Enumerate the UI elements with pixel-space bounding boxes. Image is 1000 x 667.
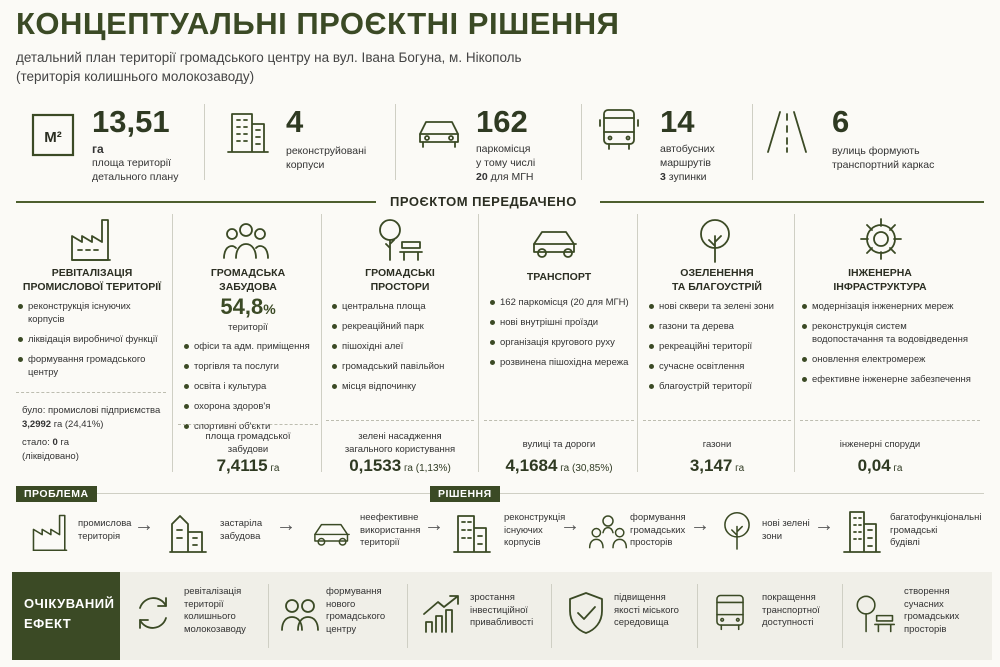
column-transport: [484, 214, 634, 474]
park-bench-icon: [374, 216, 424, 262]
list-item: рекреаційні території: [647, 340, 791, 353]
divider: [752, 104, 753, 180]
now-info: стало: 0 га (ліквідовано): [22, 437, 79, 462]
stat-streets-value: 6: [832, 104, 850, 139]
building-icon: [452, 510, 492, 554]
flow-step: реконструкція існуючих корпусів: [452, 510, 562, 556]
list-item: центральна площа: [330, 300, 474, 313]
arrow-icon: →: [814, 514, 834, 536]
divider: [268, 584, 269, 648]
list-item: благоустрій території: [647, 380, 791, 393]
divider: [204, 104, 205, 180]
dashed-divider: [484, 420, 634, 421]
stat-bus: [590, 104, 760, 184]
stat-bus-desc: автобусних маршрутів 3 зупинки: [660, 143, 715, 183]
list-item: модернізація інженерних мереж: [800, 300, 980, 313]
problem-tag: ПРОБЛЕМА: [16, 486, 97, 502]
effect-item: формування нового громадського центру: [278, 584, 408, 648]
column-public-spaces: [326, 214, 474, 474]
divider: [842, 584, 843, 648]
people-icon: [588, 512, 628, 552]
arrow-icon: →: [134, 514, 154, 536]
footer-label: газони: [702, 439, 732, 450]
flow-step: нові зелені зони: [718, 508, 818, 556]
list-item: організація кругового руху: [488, 336, 634, 349]
list-item: формування громадського центру: [16, 353, 168, 379]
problem-line: [16, 493, 984, 494]
list-item: ліквідація виробничої функції: [16, 333, 168, 346]
bullet-list: [16, 300, 168, 386]
list-item: розвинена пішохідна мережа: [488, 356, 634, 369]
column-title: ІНЖЕНЕРНА ІНФРАСТРУКТУРА: [833, 267, 927, 293]
flow-step: неефективне використання території: [310, 510, 430, 556]
solution-tag: РІШЕННЯ: [430, 486, 500, 502]
divider: [478, 214, 479, 472]
section-banner: ПРОЄКТОМ ПЕРЕДБАЧЕНО: [390, 194, 577, 209]
list-item: освіта і культура: [182, 380, 318, 393]
car-icon: [310, 514, 354, 552]
footer-label: інженерні споруди: [839, 439, 921, 450]
list-item: 162 паркомісця (20 для МГН): [488, 296, 634, 309]
effect-item: покращення транспортної доступності: [706, 584, 836, 648]
tree-icon: [693, 216, 737, 264]
column-title: ТРАНСПОРТ: [526, 271, 592, 283]
list-item: ефективне інженерне забезпечення: [800, 373, 980, 386]
shield-check-icon: [566, 590, 606, 636]
stat-area-unit: га: [92, 142, 104, 156]
list-item: нові внутрішні проїзди: [488, 316, 634, 329]
public-share-value: 54,8%: [220, 294, 276, 319]
dashed-divider: [800, 420, 980, 421]
stat-buildings-desc: реконструйовані корпуси: [286, 145, 367, 171]
list-item: громадський павільйон: [330, 360, 474, 373]
people-icon: [280, 596, 320, 632]
stat-buildings-value: 4: [286, 104, 304, 139]
list-item: рекреаційний парк: [330, 320, 474, 333]
stat-parking: [404, 104, 584, 184]
column-title: ГРОМАДСЬКА ЗАБУДОВА: [210, 267, 286, 293]
list-item: реконструкція існуючих корпусів: [16, 300, 168, 326]
stat-area-value: 13,51: [92, 104, 170, 139]
list-item: охорона здоров'я: [182, 400, 318, 413]
cycle-icon: [132, 592, 174, 634]
factory-icon: [68, 216, 114, 262]
stat-parking-desc: паркомісця у тому числі 20 для МГН: [476, 143, 536, 183]
banner-line-right: [600, 201, 984, 203]
factory-icon: [30, 512, 70, 552]
column-infrastructure: [800, 214, 986, 474]
m2-icon: [30, 112, 76, 158]
footer-value: 4,1684 га (30,85%): [505, 456, 613, 475]
divider: [637, 214, 638, 472]
effect-item: ревіталізація території колишнього молокозаводу: [132, 584, 272, 648]
effect-item: підвищення якості міського середовища: [562, 584, 692, 648]
stat-bus-value: 14: [660, 104, 695, 139]
list-item: місця відпочинку: [330, 380, 474, 393]
effect-label: ОЧІКУВАНИЙ ЕФЕКТ: [12, 572, 120, 660]
column-revitalization: [16, 214, 168, 474]
stat-parking-value: 162: [476, 104, 528, 139]
old-building-icon: [168, 510, 208, 554]
road-icon: [764, 108, 810, 154]
people-icon: [222, 218, 270, 262]
divider: [407, 584, 408, 648]
arrow-icon: →: [560, 514, 580, 536]
stat-streets-desc: вулиць формують транспортний каркас: [832, 145, 935, 171]
column-title: ОЗЕЛЕНЕННЯ ТА БЛАГОУСТРІЙ: [672, 267, 762, 293]
was-info: було: промислові підприємства 3,2992 га (24,41%): [22, 405, 161, 430]
dashed-divider: [643, 420, 791, 421]
stat-area: [16, 104, 196, 184]
stat-buildings: [212, 104, 392, 184]
car-icon: [528, 220, 582, 262]
column-title: РЕВІТАЛІЗАЦІЯ ПРОМИСЛОВОЇ ТЕРИТОРІЇ: [22, 267, 162, 293]
list-item: газони та дерева: [647, 320, 791, 333]
list-item: торгівля та послуги: [182, 360, 318, 373]
arrow-icon: →: [424, 514, 444, 536]
column-public-buildings: [178, 214, 318, 474]
footer-label: вулиці та дороги: [522, 439, 596, 450]
dashed-divider: [16, 392, 166, 393]
list-item: пішохідні алеї: [330, 340, 474, 353]
tree-icon: [718, 508, 756, 554]
column-greening: [643, 214, 791, 474]
gear-icon: [858, 216, 904, 262]
divider: [321, 214, 322, 472]
banner-line-left: [16, 201, 376, 203]
stat-area-desc: площа території детального плану: [92, 157, 179, 183]
bullet-list: [330, 300, 474, 400]
bus-icon: [596, 106, 642, 152]
arrow-icon: →: [276, 514, 296, 536]
flow-step: застаріла забудова: [168, 510, 278, 556]
page-title: КОНЦЕПТУАЛЬНІ ПРОЄКТНІ РІШЕННЯ: [16, 6, 620, 41]
city-icon: [842, 508, 882, 554]
list-item: спортивні об'єкти: [182, 420, 318, 433]
footer-label: зелені насадження загального користування: [344, 431, 456, 455]
growth-chart-icon: [420, 592, 462, 634]
divider: [794, 214, 795, 472]
bullet-list: [800, 300, 980, 393]
footer-label: площа громадської забудови: [205, 431, 291, 455]
bullet-list: [488, 296, 634, 376]
svg-text:М²: М²: [44, 129, 62, 146]
flow-step: багатофункціональні громадські будівлі: [842, 508, 992, 556]
building-icon: [224, 108, 270, 154]
divider: [551, 584, 552, 648]
dashed-divider: [178, 424, 318, 425]
stat-streets: [760, 104, 990, 184]
list-item: оновлення електромереж: [800, 353, 980, 366]
list-item: реконструкція систем водопостачання та водовідведення: [800, 320, 980, 346]
footer-value: 0,1533 га (1,13%): [349, 456, 451, 475]
footer-value: 7,4115 га: [216, 456, 280, 475]
park-bench-icon: [852, 592, 896, 634]
divider: [581, 104, 582, 180]
divider: [172, 214, 173, 472]
car-icon: [412, 110, 466, 156]
arrow-icon: →: [690, 514, 710, 536]
list-item: офіси та адм. приміщення: [182, 340, 318, 353]
bus-icon: [710, 590, 750, 636]
page-subtitle: детальний план території громадського центру на вул. Івана Богуна, м. Нікополь (територія колишнього молокозаводу): [16, 50, 522, 84]
list-item: нові сквери та зелені зони: [647, 300, 791, 313]
divider: [697, 584, 698, 648]
footer-value: 3,147 га: [689, 456, 745, 475]
list-item: сучасне освітлення: [647, 360, 791, 373]
bullet-list: [647, 300, 791, 400]
flow-step: промислова територія: [30, 510, 140, 556]
effect-item: зростання інвестиційної привабливості: [418, 584, 548, 648]
divider: [395, 104, 396, 180]
bullet-list: [182, 340, 318, 440]
flow-step: формування громадських просторів: [588, 510, 708, 556]
effect-item: створення сучасних громадських просторів: [850, 584, 988, 648]
column-title: ГРОМАДСЬКІ ПРОСТОРИ: [365, 267, 435, 293]
footer-value: 0,04 га: [857, 456, 903, 475]
public-share-label: території: [228, 322, 268, 333]
dashed-divider: [326, 420, 474, 421]
